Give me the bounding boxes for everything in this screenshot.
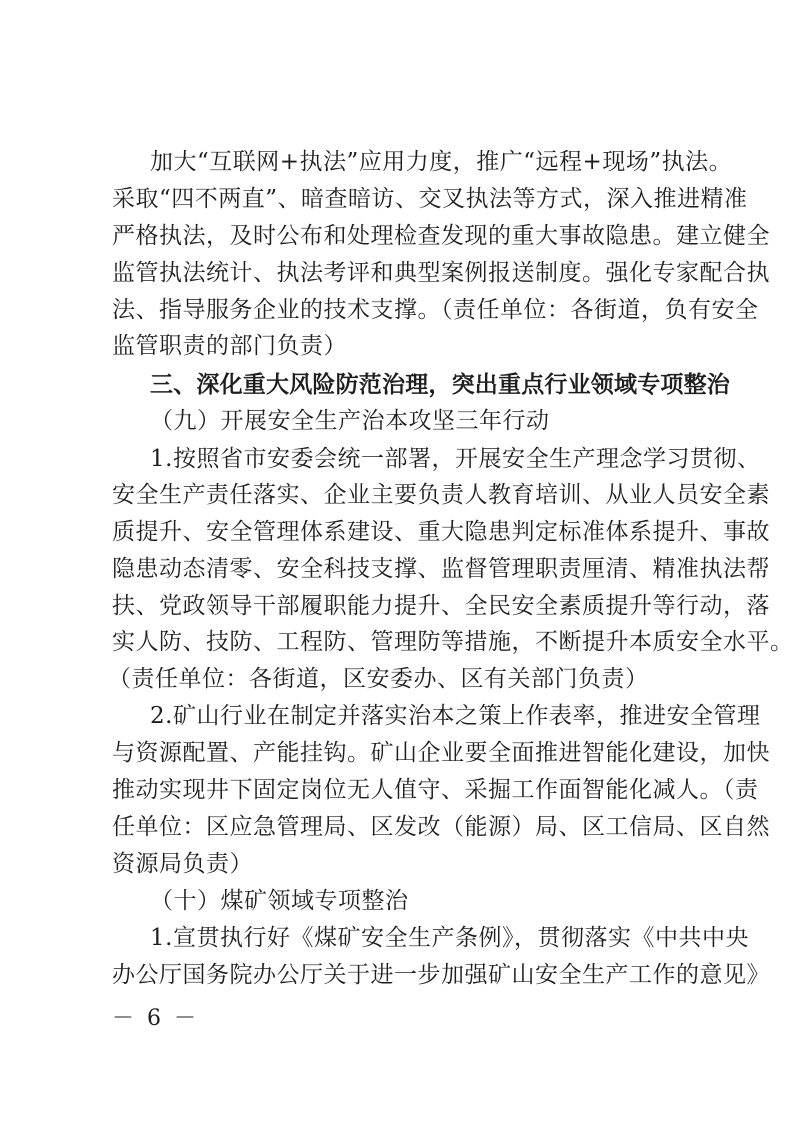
paragraph-line: 与资源配置、产能挂钩。矿山企业要全面推进智能化建设，加快 — [112, 740, 770, 766]
subsection-heading: （九）开展安全生产治本攻坚三年行动 — [150, 408, 550, 434]
section-heading: 三、深化重大风险防范治理，突出重点行业领域专项整治 — [150, 372, 730, 398]
paragraph-line: 监管执法统计、执法考评和典型案例报送制度。强化专家配合执 — [112, 260, 770, 286]
page-number: － 6 － — [112, 1006, 199, 1031]
paragraph-line: 隐患动态清零、安全科技支撑、监督管理职责厘清、精准执法帮 — [112, 556, 770, 582]
paragraph-line: （责任单位：各街道，区安委办、区有关部门负责） — [108, 666, 649, 692]
paragraph-line: 法、指导服务企业的技术支撑。（责任单位：各街道，负有安全 — [112, 297, 759, 323]
paragraph-line: 办公厅国务院办公厅关于进一步加强矿山安全生产工作的意见》 — [112, 962, 770, 988]
paragraph-line: 安全生产责任落实、企业主要负责人教育培训、从业人员安全素 — [112, 482, 770, 508]
paragraph-line: 任单位：区应急管理局、区发改（能源）局、区工信局、区自然 — [112, 814, 770, 840]
paragraph-line: 实人防、技防、工程防、管理防等措施，不断提升本质安全水平。 — [112, 629, 794, 655]
paragraph-line: 扶、党政领导干部履职能力提升、全民安全素质提升等行动，落 — [112, 593, 770, 619]
paragraph-line: 采取“四不两直”、暗查暗访、交叉执法等方式，深入推进精准 — [112, 186, 748, 212]
paragraph-line: 1.宣贯执行好《煤矿安全生产条例》，贯彻落实《中共中央 — [150, 925, 749, 951]
paragraph-line: 加大“互联网+执法”应用力度，推广“远程+现场”执法。 — [150, 149, 733, 175]
paragraph-line: 1.按照省市安委会统一部署，开展安全生产理念学习贯彻、 — [150, 446, 761, 472]
subsection-heading: （十）煤矿领域专项整治 — [150, 888, 409, 914]
paragraph-line: 质提升、安全管理体系建设、重大隐患判定标准体系提升、事故 — [112, 519, 770, 545]
paragraph-line: 严格执法，及时公布和处理检查发现的重大事故隐患。建立健全 — [112, 223, 770, 249]
paragraph-line: 资源局负责） — [112, 851, 253, 877]
paragraph-line: 监管职责的部门负责） — [112, 333, 347, 359]
paragraph-line: 推动实现井下固定岗位无人值守、采掘工作面智能化减人。（责 — [112, 777, 759, 803]
paragraph-line: 2.矿山行业在制定并落实治本之策上作表率，推进安全管理 — [150, 703, 761, 729]
